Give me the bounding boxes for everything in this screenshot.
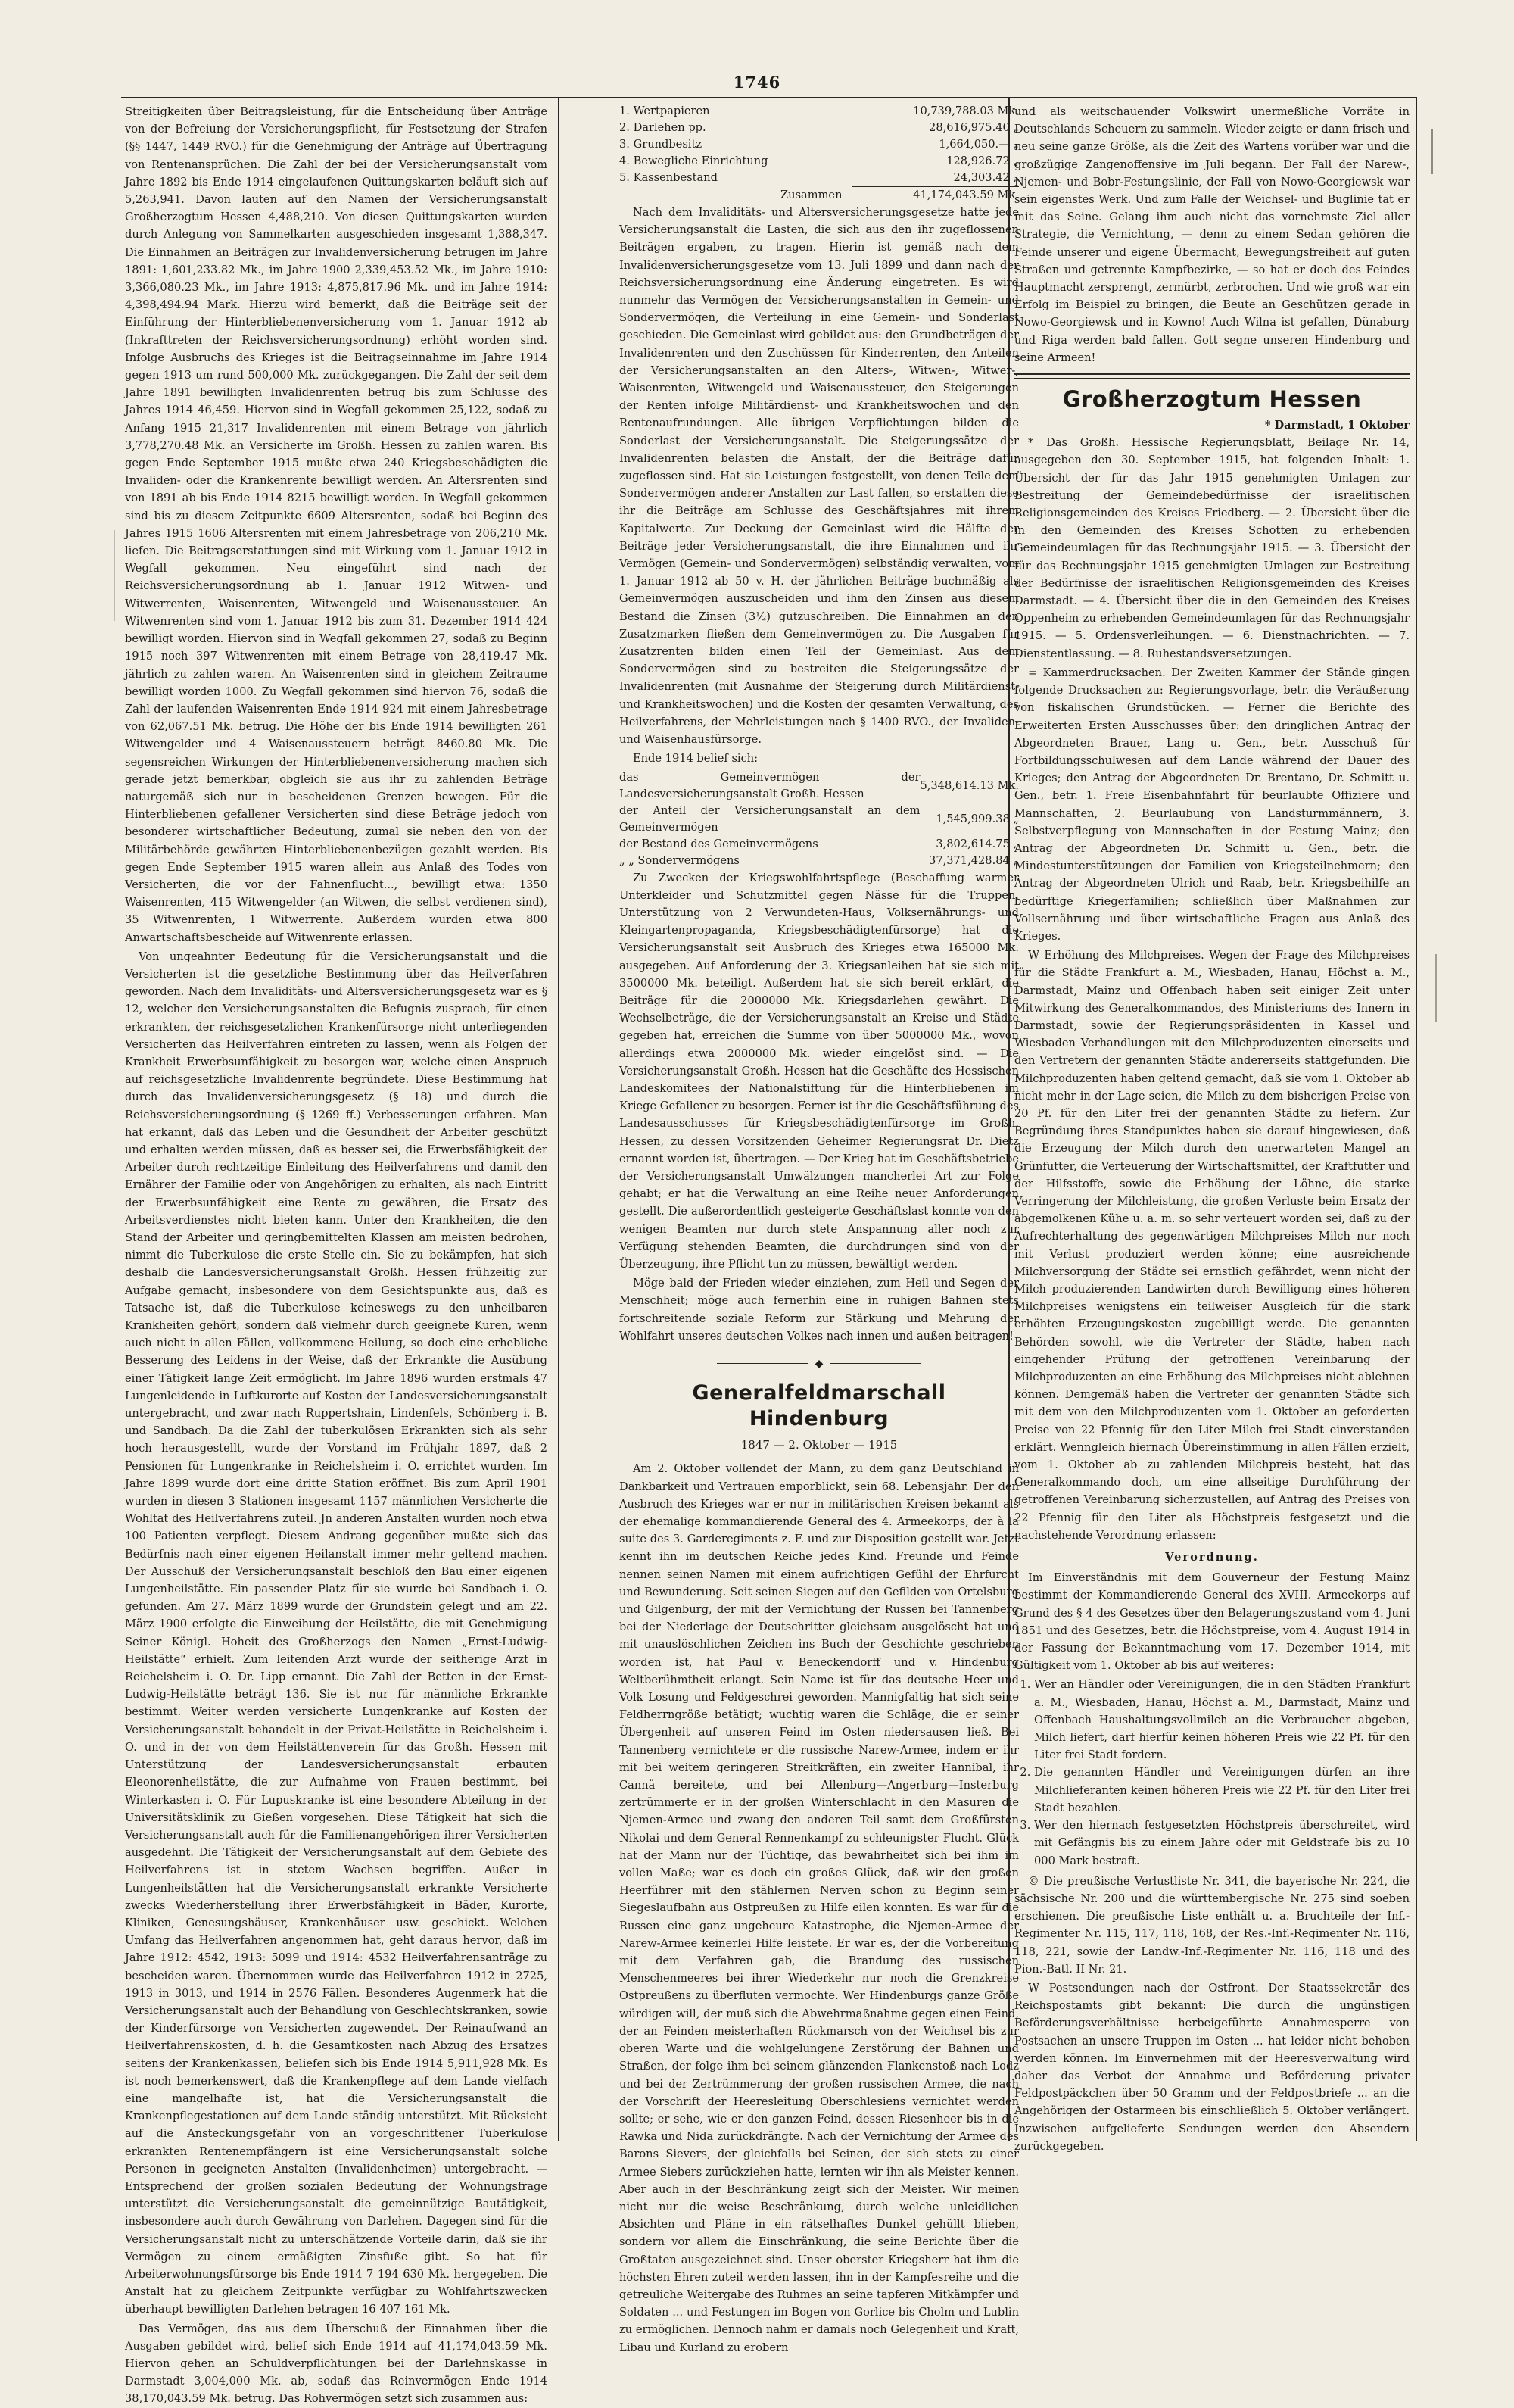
table-row: der Anteil der Versicherungsanstalt an dem Gemeinvermögen 1,545,999.38 „ bbox=[619, 803, 1019, 834]
table-row: 4. Bewegliche Einrichtung 128,926.72 „ bbox=[619, 154, 1019, 167]
scan-mark bbox=[114, 530, 115, 621]
article-paragraph: © Die preußische Verlustliste Nr. 341, die bayerische Nr. 224, die sächsische Nr. 200 und die württembergische Nr. 275 sind soeben erschienen. Die preußische Liste enthält u. a. Bruchteile der Inf.-Regimenter Nr. 115, 117, 118, 168, der Res.-Inf.-Regimenter Nr. 116, 118, 221, sowie der Landw.-Inf.-Regimenter Nr. 116, 118 und des Pion.-Batl. II Nr. 21. bbox=[1014, 1874, 1410, 1976]
scan-mark bbox=[1431, 129, 1433, 174]
section-separator: ◆ bbox=[619, 1355, 1019, 1373]
ordinance-list bbox=[1014, 1676, 1410, 1869]
list-item: 2. Die genannten Händler und Vereinigungen dürfen an ihre Milchlieferanten keinen höheren Preis wie 22 Pf. für den Liter frei Stadt bezahlen. bbox=[1034, 1764, 1410, 1817]
article-paragraph: Möge bald der Frieden wieder einziehen, zum Heil und Segen der Menschheit; möge auch fernerhin eine in ruhigen Bahnen stets fortschreitende soziale Reform zur Stärkung und Mehrung der Wohlfahrt unseres deutschen Volkes nach innen und außen beitragen! bbox=[619, 1277, 1019, 1343]
table-row: der Bestand des Gemeinvermögens 3,802,614.75 „ bbox=[619, 837, 1019, 850]
scan-mark bbox=[1435, 954, 1437, 1022]
list-item: 1. Wer an Händler oder Vereinigungen, die in den Städten Frankfurt a. M., Wiesbaden, Hanau, Höchst a. M., Darmstadt, Mainz und Offenbach Haushaltungsvollmilch an die Verbraucher abgeben, Milch liefert, darf hierfür keinen höheren Preis wie 22 Pf. für den Liter frei Stadt fordern. bbox=[1034, 1676, 1410, 1764]
article-paragraph: Ende 1914 belief sich: bbox=[633, 752, 759, 766]
article-paragraph: Von ungeahnter Bedeutung für die Versicherungsanstalt und die Versicherten ist die gesetzliche Bestimmung über das Heilverfahren geworden. Nach dem Invaliditäts- und Altersversicherungsgesetz war es § 12, welcher den Versicherungsanstalten die Befugnis zusprach, für einen erkrankten, der reichsgesetzlichen Krankenfürsorge nicht unterliegenden Versicherten das Heilverfahren eintreten zu lassen, wenn als Folgen der Krankheit Erwerbsunfähigkeit zu besorgen war, welche einen Anspruch auf reichsgesetzliche Invalidenrente begründete. Diese Bestimmung hat durch das Invalidenversicherungsgesetz (§ 18) und durch die Reichsversicherungsordnung (§ 1269 ff.) Verbesserungen erfahren. Man hat erkannt, daß das Leben und die Gesundheit der Arbeiter geschützt und erhalten werden müssen, daß es besser sei, die Erwerbsfähigkeit der Arbeiter durch rechtzeitige Einleitung des Heilverfahrens und damit den Ernährer der Familie oder von Angehörigen zu erhalten, als nach Eintritt der Erwerbsunfähigkeit eine Rente zu gewähren, die Ersatz des Arbeitsverdienstes nicht bieten kann. Unter den Krankheiten, die den Stand der Arbeiter und geringbemittelten Klassen am meisten bedrohen, nimmt die Tuberkulose die erste Stelle ein. Sie zu bekämpfen, hat sich deshalb die Landesversicherungsanstalt Großh. Hessen frühzeitig zur Aufgabe gemacht, insbesondere von dem Gesichtspunkte aus, daß es Tatsache ist, daß die Tuberkulose keineswegs zu den unheilbaren Krankheiten gehört, sondern daß vielmehr durch geeignete Kuren, wenn auch nicht in allen Fällen, vollkommene Heilung, so doch eine erhebliche Besserung des Leidens in der Weise, daß der Erkrankte die Ausübung einer Tätigkeit lange Zeit ermöglicht. Im Jahre 1896 wurden erstmals 47 Lungenleidende in Luftkurorte auf Kosten der Landesversicherungsanstalt untergebracht, und zwar nach Ruppertshain, Lindenfels, Schönberg i. B. und Sandbach. Da die Zahl der tuberkulösen Erkrankten sich als sehr hoch herausgestellt, wurde der Vorstand im Frühjahr 1897, daß 2 Pensionen für Lungenkranke in Reichelsheim i. O. errichtet wurden. Im Jahre 1899 wurde dort eine dritte Station eröffnet. Bis zum April 1901 wurden in diesen 3 Stationen insgesamt 1157 männlichen Versicherte die Wohltat des Heilverfahrens zuteil. Jn anderen Anstalten wurden noch etwa 100 Patienten verpflegt. Diesem Andrang gegenüber mußte sich das Bedürfnis nach einer eigenen Heilanstalt immer mehr geltend machen. Der Ausschuß der Versicherungsanstalt beschloß den Bau einer eigenen Lungenheilstätte. Ein passender Platz für sie wurde bei Sandbach i. O. gefunden. Am 27. März 1899 wurde der Grundstein gelegt und am 22. März 1900 erfolgte die Einweihung der Heilstätte, die mit Genehmigung Seiner Königl. Hoheit des Großherzogs den Namen „Ernst-Ludwig-Heilstätte“ erhielt. Zum leitenden Arzt wurde der seitherige Arzt in Reichelsheim i. O. Dr. Lipp ernannt. Die Zahl der Betten in der Ernst-Ludwig-Heilstätte beträgt 136. Sie ist nur für männliche Erkrankte bestimmt. Weiter werden versicherte Lungenkranke auf Kosten der Versicherungsanstalt behandelt in der Privat-Heilstätte in Reichelsheim i. O. und in der von dem Heilstättenverein für das Großh. Hessen mit Unterstützung der Landesversicherungsanstalt erbauten Eleonorenheilstätte, die zur Aufnahme von Frauen bestimmt, bei Winterkasten i. O. Für Lupuskranke ist eine besondere Abteilung in der Universitätsklinik zu Gießen vorgesehen. Diese Tätigkeit hat sich die Versicherungsanstalt auch für die Familienangehörigen ihrer Versicherten ausgedehnt. Die Tätigkeit der Versicherungsanstalt auf dem Gebiete des Heilverfahrens ist in stetem Wachsen begriffen. Außer in Lungenheilstätten hat die Versicherungsanstalt erkrankte Versicherte zwecks Wiederherstellung ihrer Erwerbsfähigkeit in Bäder, Kurorte, Kliniken, Genesungshäuser, Krankenhäuser usw. geschickt. Welchen Umfang das Heilverfahren angenommen hat, geht daraus hervor, daß im Jahre 1912: 4542, 1913: 5099 und 1914: 4532 Heilverfahrensanträge zu bescheiden waren. Übernommen wurde das Heilverfahren 1912 in 2725, 1913 in 3013, und 1914 in 2576 Fällen. Besonderes Augenmerk hat die Versicherungsanstalt auch der Behandlung von Geschlechtskranken, sowie der Kinderfürsorge von Versicherten zugewendet. Der Reinaufwand an Heilverfahrenskosten, d. h. die Gesamtkosten nach Abzug des Ersatzes seitens der Krankenkassen, beliefen sich bis Ende 1914 5,911,928 Mk. Es ist noch bemerkenswert, daß die Krankenpflege auf dem Lande vielfach eine mangelhafte ist, hat die Versicherungsanstalt die Krankenpflegestationen auf dem Lande ständig unterstützt. Mit Rücksicht auf die Ansteckungsgefahr von an vorgeschrittener Tuberkulose erkrankten Rentenempfängern ist eine Versicherungsanstalt solche Personen in geeigneten Anstalten (Invalidenheimen) untergebracht. — Entsprechend der großen sozialen Bedeutung der Wohnungsfrage unterstützt die Versicherungsanstalt die gemeinnützige Bautätigkeit, insbesondere auch durch Gewährung von Darlehen. Dagegen sind für die Versicherungsanstalt nicht zu unterschätzende Vorteile darin, daß sie ihr Vermögen zu einem ermäßigten Zinsfuße gibt. So hat für Arbeiterwohnungsfürsorge bis Ende 1914 7 194 630 Mk. hergegeben. Die Anstalt hat zu gleichem Zeitpunkte verfügbar zu Wohlfahrtszwecken überhaupt bewilligten Darlehen betragen 16 407 161 Mk. bbox=[125, 950, 547, 2316]
list-item: 3. Wer den hiernach festgesetzten Höchstpreis überschreitet, wird mit Gefängnis bis zu einem Jahre oder mit Geldstrafe bis zu 10 000 Mark bestraft. bbox=[1034, 1817, 1410, 1870]
section-rule bbox=[1014, 373, 1410, 375]
article-paragraph: Am 2. Oktober vollendet der Mann, zu dem ganz Deutschland in Dankbarkeit und Vertrauen emporblickt, sein 68. Lebensjahr. Der den Ausbruch des Krieges war er nur in militärischen Kreisen bekannt als der ehemalige kommandierende General des 4. Armeekorps, der à la suite des 3. Garderegiments z. F. und zur Disposition gestellt war. Jetzt kennt ihn im deutschen Reiche jedes Kind. Freunde und Feinde nennen seinen Namen mit einem aufrichtigen Gefühl der Ehrfurcht und Bewunderung. Seit seinen Siegen auf den Gefilden von Ortelsburg und Gilgenburg, der mit der Vernichtung der Russen bei Tannenberg bei der Niederlage der Deutschritter gleichsam ausgelöscht hat und mit unauslöschlichen Zeichen ins Buch der Geschichte geschrieben worden ist, hat Paul v. Beneckendorff und v. Hindenburg Weltberühmtheit erlangt. Sein Name ist für das deutsche Heer und Volk Losung und Feldgeschrei geworden. Mannigfaltig hat sich seine Feldherrngröße betätigt; wuchtig waren die Schläge, die er seiner Übergenheit auf unseren Feind im Osten niedersausen ließ. Bei Tannenberg vernichtete er die russische Narew-Armee, indem er ihr mit bei weitem geringeren Streitkräften, ein zweiter Hannibal, ihr Cannä bereitete, und bei Allenburg—Angerburg—Insterburg zertrümmerte er in der großen Winterschlacht in den Masuren die Njemen-Armee und zwang den anderen Teil samt dem Großfürsten Nikolai und dem General Rennenkampf zu schleunigster Flucht. Glück hat der Mann nur der Tüchtige, das bewahrheitet sich bei ihm im vollen Maße; war es doch ein großes Glück, daß wir den großen Heerführer mit den stählernen Nerven schon zu Beginn seiner Siegeslaufbahn aus Ostpreußen zu Hilfe eilen konnten. Es war für die Russen eine ganz ungeheure Katastrophe, die Njemen-Armee der Narew-Armee keinerlei Hilfe leistete. Er war es, der die Vorbereitung mit dem Verfahren gab, die Brandung des russischen Menschenmeeres bei ihrer Wiederkehr nur noch die Grenzkreise Ostpreußens zu überfluten vermochte. Wer Hindenburgs ganze Größe würdigen will, der muß sich die Abwehrmaßnahme gegen einen Feind, der an Feinden meisterhaften Rückmarsch von der Weichsel bis zur oberen Warte und die wohlgelungene Zerstörung der Bahnen und Straßen, der folge ihm bei seinem glänzenden Flankenstoß nach Lodz und bei der Zertrümmerung der großen russischen Armee, die nach der Vorschrift der Heeresleitung Oberschlesiens vernichtet werden sollte; er sehe, wie er den ganzen Feind, dessen Riesenheer bis in die Rawka und Nida zurückdrängte. Nach der Vernichtung der Armee des Barons Sievers, der gleichfalls bei Seinen, der sich stets zu einer Armee Siebers zurückziehen hatte, lernten wir ihn als Meister kennen. Aber auch in der Beschränkung zeigt sich der Meister. Wir meinen nicht nur die weise Beschränkung, durch welche unleidlichen Absichten und Pläne in ein rätselhaftes Dunkel gehüllt blieben, sondern vor allem die Einschränkung, die seine Berichte über die Großtaten ausgezeichnet sind. Unser oberster Kriegsherr hat ihm die höchsten Ehren zuteil werden lassen, ihn in der Kampfesreihe und die getreuliche Weitergabe des Ruhmes an seine tapferen Mitkämpfer und Soldaten ... und Festungen im Bogen von Gorlice bis Cholm und Lublin zu ermöglichen. Dennoch nahm er damals noch Gelegenheit und Kraft, Libau und Kurland zu erobern bbox=[619, 1462, 1019, 2354]
article-paragraph: Zu Zwecken der Kriegswohlfahrtspflege (Beschaffung warmer Unterkleider und Schutzmittel gegen Nässe für die Truppen, Unterstützung von 2 Verwundeten-Haus, Volksernährungs- und Kleingartenpropaganda, Kriegsbeschädigtenfürsorge) hat die Versicherungsanstalt seit Ausbruch des Krieges etwa 165000 Mk. ausgegeben. Auf Anforderung der 3. Kriegsanleihen hat sie sich mit 3500000 Mk. beteiligt. Außerdem hat sie sich bereit erklärt, die Beiträge für die 2000000 Mk. Kriegsdarlehen gewährt. Die Wechselbeträge, die der Versicherungsanstalt an Kreise und Städte gegeben hat, erreichen die Summe von über 5000000 Mk., wovon allerdings etwa 2000000 Mk. wieder eingelöst sind. — Die Versicherungsanstalt Großh. Hessen hat die Geschäfte des Hessischen Landeskomitees der Nationalstiftung für die Hinterbliebenen im Kriege Gefallener zu besorgen. Ferner ist ihr die Geschäftsführung des Landesausschusses für Kriegsbeschädigtenfürsorge im Großh. Hessen, zu dessen Vorsitzenden Geheimer Regierungsrat Dr. Dietz ernannt worden ist, übertragen. — Der Krieg hat im Geschäftsbetriebe der Versicherungsanstalt Umwälzungen mancherlei Art zur Folge gehabt; er hat die Verwaltung an eine Reihe neuer Anforderungen gestellt. Die außerordentlich gesteigerte Geschäftslast konnte von den wenigen Beamten nur durch stete Anspannung aller noch zur Verfügung stehenden Beamten, die durchdrungen sind von der Überzeugung, ihre Pflicht tun zu müssen, bewältigt werden. bbox=[619, 871, 1019, 1271]
table-row: 3. Grundbesitz 1,664,050.— „ bbox=[619, 138, 1019, 151]
column-right bbox=[1014, 103, 1410, 2153]
dateline: * Darmstadt, 1 Oktober bbox=[1264, 419, 1410, 432]
column-middle bbox=[619, 103, 1019, 2354]
article-paragraph: Streitigkeiten über Beitragsleistung, für die Entscheidung über Anträge von der Befreiung der Versicherungspflicht, für Festsetzung der Strafen (§§ 1447, 1449 RVO.) für die Genehmigung der Anträge auf Übertragung von Rentenansprüchen. Die Zahl der bei der Versicherungsanstalt vom Jahre 1892 bis Ende 1914 eingelaufenen Quittungskarten beläuft sich auf 5,263,941. Davon lauten auf den Namen der Versicherungsanstalt Großherzogtum Hessen 4,488,210. Von diesen Quittungskarten wurden durch Anlegung von Sammelkarten ausgeschieden insgesamt 1,388,347. Die Einnahmen an Beiträgen zur Invalidenversicherung betrugen im Jahre 1891: 1,601,233.82 Mk., im Jahre 1900 2,339,453.52 Mk., im Jahre 1910: 3,366,080.23 Mk., im Jahre 1913: 4,875,817.96 Mk. und im Jahre 1914: 4,398,494.94 Mark. Hierzu wird bemerkt, daß die Beiträge seit der Einführung der Hinterbliebenenversicherung vom 1. Januar 1912 ab (Inkrafttreten der Reichsversicherungsordnung) erhöht worden sind. Infolge Ausbruchs des Krieges ist die Beitragseinnahme im Jahre 1914 gegen 1913 um rund 500,000 Mk. zurückgegangen. Die Zahl der seit dem Jahre 1891 bewilligten Invalidenrenten betrug bis zum Schlusse des Jahres 1914 46,459. Hiervon sind in Wegfall gekommen 25,122, sodaß zu Anfang 1915 21,317 Invalidenrenten mit einem Betrage von jährlich 3,778,270.48 Mk. an Versicherte im Großh. Hessen zu zahlen waren. Bis gegen Ende September 1915 mußte etwa 240 Kriegsbeschädigten die Invaliden- oder die Krankenrente bewilligt werden. An Altersrenten sind von 1891 ab bis Ende 1914 8215 bewilligt worden. In Wegfall gekommen sind bis zu diesem Zeitpunkte 6609 Altersrenten, sodaß bei Beginn des Jahres 1915 1606 Altersrenten mit einem Jahresbetrage von 206,210 Mk. liefen. Die Beitragserstattungen sind mit Wirkung vom 1. Januar 1912 in Wegfall gekommen. Neu eingeführt sind nach der Reichsversicherungsordnung ab 1. Januar 1912 Witwen- und Witwerrenten, Waisenrenten, Witwengeld und Waisenaussteuer. An Witwenrenten sind vom 1. Januar 1912 bis zum 31. Dezember 1914 424 bewilligt worden. Hiervon sind in Wegfall gekommen 27, sodaß zu Beginn 1915 noch 397 Witwenrenten mit einem Betrage von 28,419.47 Mk. jährlich zu zahlen waren. An Waisenrenten sind in gleichem Zeitraume bewilligt worden 1000. Zu Wegfall gekommen sind hiervon 76, sodaß die Zahl der laufenden Waisenrenten Ende 1914 924 mit einem Jahresbetrage von 62,067.51 Mk. betrug. Die Höhe der bis Ende 1914 bewilligten 261 Witwengelder und 4 Waisenaussteuern beträgt 8460.80 Mk. Die segensreichen Wirkungen der Hinterbliebenenversicherung machen sich gerade jetzt bemerkbar, obgleich sie aus ihr zu zahlenden Beträge naturgemäß sich nur in bescheidenen Grenzen bewegen. Für die Hinterbliebenen gefallener Versicherten sind diese Beträge jedoch von besonderer wirtschaftlicher Bedeutung, zumal sie neben den von der Militärbehörde gewährten Hinterbliebenenbezügen gezahlt werden. Bis gegen Ende September 1915 waren allein aus Anlaß des Todes von Versicherten, die vor der Fahnenflucht..., bewilligt etwa: 1350 Waisenrenten, 415 Witwengelder (an Witwen, die selbst verdienen sind), 35 Witwenrenten, 1 Witwerrente. Außerdem wurden etwa 800 Anwartschaftsbescheide auf Witwenrente erlassen. bbox=[125, 105, 547, 944]
article-paragraph: * Das Großh. Hessische Regierungsblatt, Beilage Nr. 14, ausgegeben den 30. September 1915, hat folgenden Inhalt: 1. Übersicht der für das Jahr 1915 genehmigten Umlagen zur Bestreitung der Gemeindebedürfnisse der israelitischen Religionsgemeinden des Kreises Friedberg. — 2. Übersicht über die in den Gemeinden des Kreises Schotten zu erhebenden Gemeindeumlagen für das Rechnungsjahr 1915. — 3. Übersicht der für das Rechnungsjahr 1915 genehmigten Umlagen zur Bestreitung der Bedürfnisse der israelitischen Religionsgemeinden des Kreises Darmstadt. — 4. Übersicht über die in den Gemeinden des Kreises Oppenheim zu erhebenden Gemeindeumlagen für das Rechnungsjahr 1915. — 5. Ordensverleihungen. — 6. Dienstnachrichten. — 7. Dienstentlassung. — 8. Ruhestandsversetzungen. bbox=[1014, 436, 1410, 660]
table-row: das Gemeinvermögen der Landesversicherungsanstalt Großh. Hessen 5,348,614.13 Mk. bbox=[619, 770, 1019, 800]
headline-hindenburg: Generalfeldmarschall Hindenburg bbox=[692, 1381, 946, 1431]
article-paragraph: W Erhöhung des Milchpreises. Wegen der Frage des Milchpreises für die Städte Frankfurt a. M., Wiesbaden, Hanau, Höchst a. M., Darmstadt, Mainz und Offenbach haben seit einiger Zeit unter Mitwirkung des Generalkommandos, des Ministeriums des Innern in Darmstadt, sowie der Regierungspräsidenten in Kassel und Wiesbaden Verhandlungen mit den Milchproduzenten einerseits und den Vertretern der genannten Städte andererseits stattgefunden. Die Milchproduzenten haben geltend gemacht, daß sie vom 1. Oktober ab nicht mehr in der Lage seien, die Milch zu dem bisherigen Preise von 20 Pf. für den Liter frei der genannten Städte zu liefern. Zur Begründung ihres Standpunktes haben sie darauf hingewiesen, daß die Erzeugung der Milch durch den unerwarteten Mangel an Grünfutter, die Verteuerung der Wirtschaftsmittel, der Kraftfutter und der Hilfsstoffe, sowie die Erhöhung der Löhne, die starke Verringerung der Milchleistung, die großen Verluste beim Ersatz der abgemolkenen Kühe u. a. m. so sehr verteuert worden sei, daß zu der Aufrechterhaltung des gegenwärtigen Milchpreises Milch nur noch mit Verlust produziert werden könne; eine ausreichende Milchversorgung der Städte sei ernstlich gefährdet, wenn nicht der Milch produzierenden Landwirten durch Bewilligung eines höheren Milchpreises wenigstens ein teilweiser Ausgleich für die stark erhöhten Erzeugungskosten zugebilligt werde. Die genannten Behörden sowohl, wie die Vertreter der Städte, haben nach eingehender Prüfung der getroffenen Vereinbarung der Milchproduzenten an eine Erhöhung des Milchpreises nicht ablehnen können. Demgemäß haben die Vertreter der genannten Städte sich mit dem von den Milchproduzenten vom 1. Oktober an geforderten Preise von 22 Pfennig für den Liter Milch frei Stadt einverstanden erklärt. Wenngleich hiernach Übereinstimmung in allen Fällen erzielt, vom 1. Oktober ab zu zahlenden Milchpreis besteht, hat das Generalkommando doch, um eine allseitige Durchführung der getroffenen Vereinbarung sicherzustellen, auf Antrag des Preises von 22 Pfennig für den Liter als Höchstpreis festgesetzt und die nachstehende Verordnung erlassen: bbox=[1014, 949, 1410, 1542]
table-total-row: Zusammen 41,174,043.59 Mk. bbox=[619, 187, 1019, 204]
article-paragraph: und als weitschauender Volkswirt unermeßliche Vorräte in Deutschlands Scheuern zu sammeln. Wieder zeigte er dann frisch und neu seine ganze Größe, als die Zeit des Wartens vorüber war und die großzügige Zangenoffensive im Juli begann. Der Fall der Narew-, Njemen- und Bobr-Festungslinie, der Fall von Nowo-Georgiewsk war sein eigenstes Werk. Und zum Falle der Weichsel- und Buglinie tat er mit das Seine. Gelang ihm auch nicht das vornehmste Ziel aller Strategie, die Vernichtung, — denn zu einem Sedan gehören die Feinde unserer und eigene Übermacht, Bewegungsfreiheit auf guten Straßen und getrennte Kampfbezirke, — so hat er doch des Feindes Hauptmacht zersprengt, zermürbt, zerbrochen. Und wie groß war ein Erfolg im Beispiel zu bringen, die Beute an Geschützen gerade in Nowo-Georgiewsk und in Kowno! Auch Wilna ist gefallen, Dünaburg und Riga werden bald fallen. Gott segne unseren Hindenburg und seine Armeen! bbox=[1014, 105, 1410, 364]
right-frame-rule bbox=[1416, 97, 1417, 2141]
column-rule-1 bbox=[558, 97, 559, 2141]
article-paragraph: W Postsendungen nach der Ostfront. Der Staatssekretär des Reichspostamts gibt bekannt: Die durch die ungünstigen Beförderungsverhältnisse herbeigeführte Annahmesperre von Postsachen an unsere Truppen im Osten ... hat leider nicht behoben werden können. Im Einvernehmen mit der Heeresverwaltung wird daher das Verbot der Annahme und Beförderung privater Feldpostpäckchen über 50 Gramm und der Feldpostbriefe ... an die Angehörigen der Ostarmeen bis einschließlich 5. Oktober verlängert. Inzwischen aufgelieferte Sendungen werden den Absendern zurückgegeben. bbox=[1014, 1981, 1410, 2153]
column-left bbox=[125, 103, 547, 2406]
table-row: „ „ Sondervermögens 37,371,428.84 „ bbox=[619, 853, 1019, 867]
headline-dates: 1847 — 2. Oktober — 1915 bbox=[740, 1438, 898, 1452]
article-paragraph: Nach dem Invaliditäts- und Altersversicherungsgesetze hatte jede Versicherungsanstalt die Lasten, die sich aus den ihr zugeflossenen Beiträgen ergaben, zu tragen. Hierin ist gemäß nach dem Invalidenversicherungsgesetze vom 13. Juli 1899 und dann nach der Reichsversicherungsordnung eine Änderung eingetreten. Es wird nunmehr das Vermögen der Versicherungsanstalten in Gemein- und Sondervermögen, die Verteilung in eine Gemein- und Sonderlast geschieden. Die Gemeinlast wird gebildet aus: den Grundbeträgen der Invalidenrenten und den Zuschüssen für Kinderrenten, den Anteilen der Versicherungsanstalten an den Alters-, Witwen-, Witwer-, Waisenrenten, Witwengeld und Waisenaussteuer, den Steigerungen der Renten infolge Militärdienst- und Krankheitswochen und den Rentenaufrundungen. Alle übrigen Verpflichtungen bilden die Sonderlast der Versicherungsanstalt. Die Steigerungssätze der Invalidenrenten belasten die Anstalt, der die Beiträge dafür zugeflossen sind. Hat sie Leistungen festgestellt, von denen Teile dem Sondervermögen anderer Anstalten zur Last fallen, so erstatten diese ihr die Beiträge am Schlusse des Geschäftsjahres mit ihrem Kapitalwerte. Zur Deckung der Gemeinlast wird die Hälfte der Beiträge jeder Versicherungsanstalt, die ihre Einnahmen und ihr Vermögen (Gemein- und Sondervermögen) selbständig verwalten, vom 1. Januar 1912 ab 50 v. H. der jährlichen Beiträge buchmäßig als Gemeinvermögen auszuscheiden und ihm den Zinsen aus diesem Bestand die Zinsen (3½) gutzuschreiben. Die Einnahmen an den Zusatzmarken fließen dem Gemeinvermögen zu. Die Ausgaben für Zusatzrenten bilden einen Teil der Gemeinlast. Aus dem Sondervermögen sind zu bestreiten die Steigerungssätze der Invalidenrenten (mit Ausnahme der Steigerung durch Militärdienst- und Krankheitswochen) und die Kosten der gesamten Verwaltung, des Heilverfahrens, der Mehrleistungen nach § 1400 RVO., der Invaliden- und Waisenhausfürsorge. bbox=[619, 206, 1019, 747]
fund-table bbox=[619, 769, 1019, 869]
headline-hessen: Großherzogtum Hessen bbox=[1062, 386, 1362, 413]
article-paragraph: = Kammerdrucksachen. Der Zweiten Kammer der Stände gingen folgende Drucksachen zu: Regierungsvorlage, betr. die Veräußerung von fiskalischen Grundstücken. — Ferner die Berichte des Erweiterten Ersten Ausschusses über: den dringlichen Antrag der Abgeordneten Brauer, Lang u. Gen., betr. Ausschuß für Fortbildungsschulwesen auf dem Lande während der Dauer des Krieges; den Antrag der Abgeordneten Dr. Brentano, Dr. Schmitt u. Gen., betr. 1. Freie Eisenbahnfahrt für beurlaubte Offiziere und Mannschaften, 2. Beurlaubung von Landsturmmännern, 3. Selbstverpflegung von Mannschaften in der Festung Mainz; den Antrag der Abgeordneten Dr. Schmitt u. Gen., betr. die Mindestunterstützungen der Familien von Kriegsteilnehmern; den Antrag der Abgeordneten Ulrich und Raab, betr. Kriegsbeihilfe an bedürftige Kriegerfamilien; schließlich über Maßnahmen zur Vollsernährung und über wirtschaftliche Fragen aus Anlaß des Krieges. bbox=[1014, 666, 1410, 943]
table-row: 1. Wertpapieren 10,739,788.03 Mk. bbox=[619, 104, 1019, 117]
table-row: 5. Kassenbestand 24,303.42 „ bbox=[619, 171, 1019, 185]
article-paragraph: Das Vermögen, das aus dem Überschuß der Einnahmen über die Ausgaben gebildet wird, belief sich Ende 1914 auf 41,174,043.59 Mk. Hiervon gehen an Schuldverpflichtungen bei der Darlehnskasse in Darmstadt 3,004,000 Mk. ab, sodaß das Reinvermögen Ende 1914 38,170,043.59 Mk. betrug. Das Rohvermögen setzt sich zusammen aus: bbox=[125, 2322, 547, 2406]
page-number: 1746 bbox=[733, 73, 781, 92]
subheading-verordnung: Verordnung. bbox=[1165, 1551, 1259, 1564]
assets-table bbox=[619, 103, 1019, 204]
top-rule bbox=[121, 97, 1416, 98]
article-paragraph: Im Einverständnis mit dem Gouverneur der Festung Mainz bestimmt der Kommandierende General des XVIII. Armeekorps auf Grund des § 4 des Gesetzes über den Belagerungszustand vom 4. Juni 1851 und des Gesetzes, betr. die Höchstpreise, vom 4. August 1914 in der Fassung der Bekanntmachung vom 17. Dezember 1914, mit Gültigkeit vom 1. Oktober ab bis auf weiteres: bbox=[1014, 1571, 1410, 1673]
table-row: 2. Darlehen pp. 28,616,975.40 „ bbox=[619, 121, 1019, 134]
section-rule bbox=[1014, 378, 1410, 379]
